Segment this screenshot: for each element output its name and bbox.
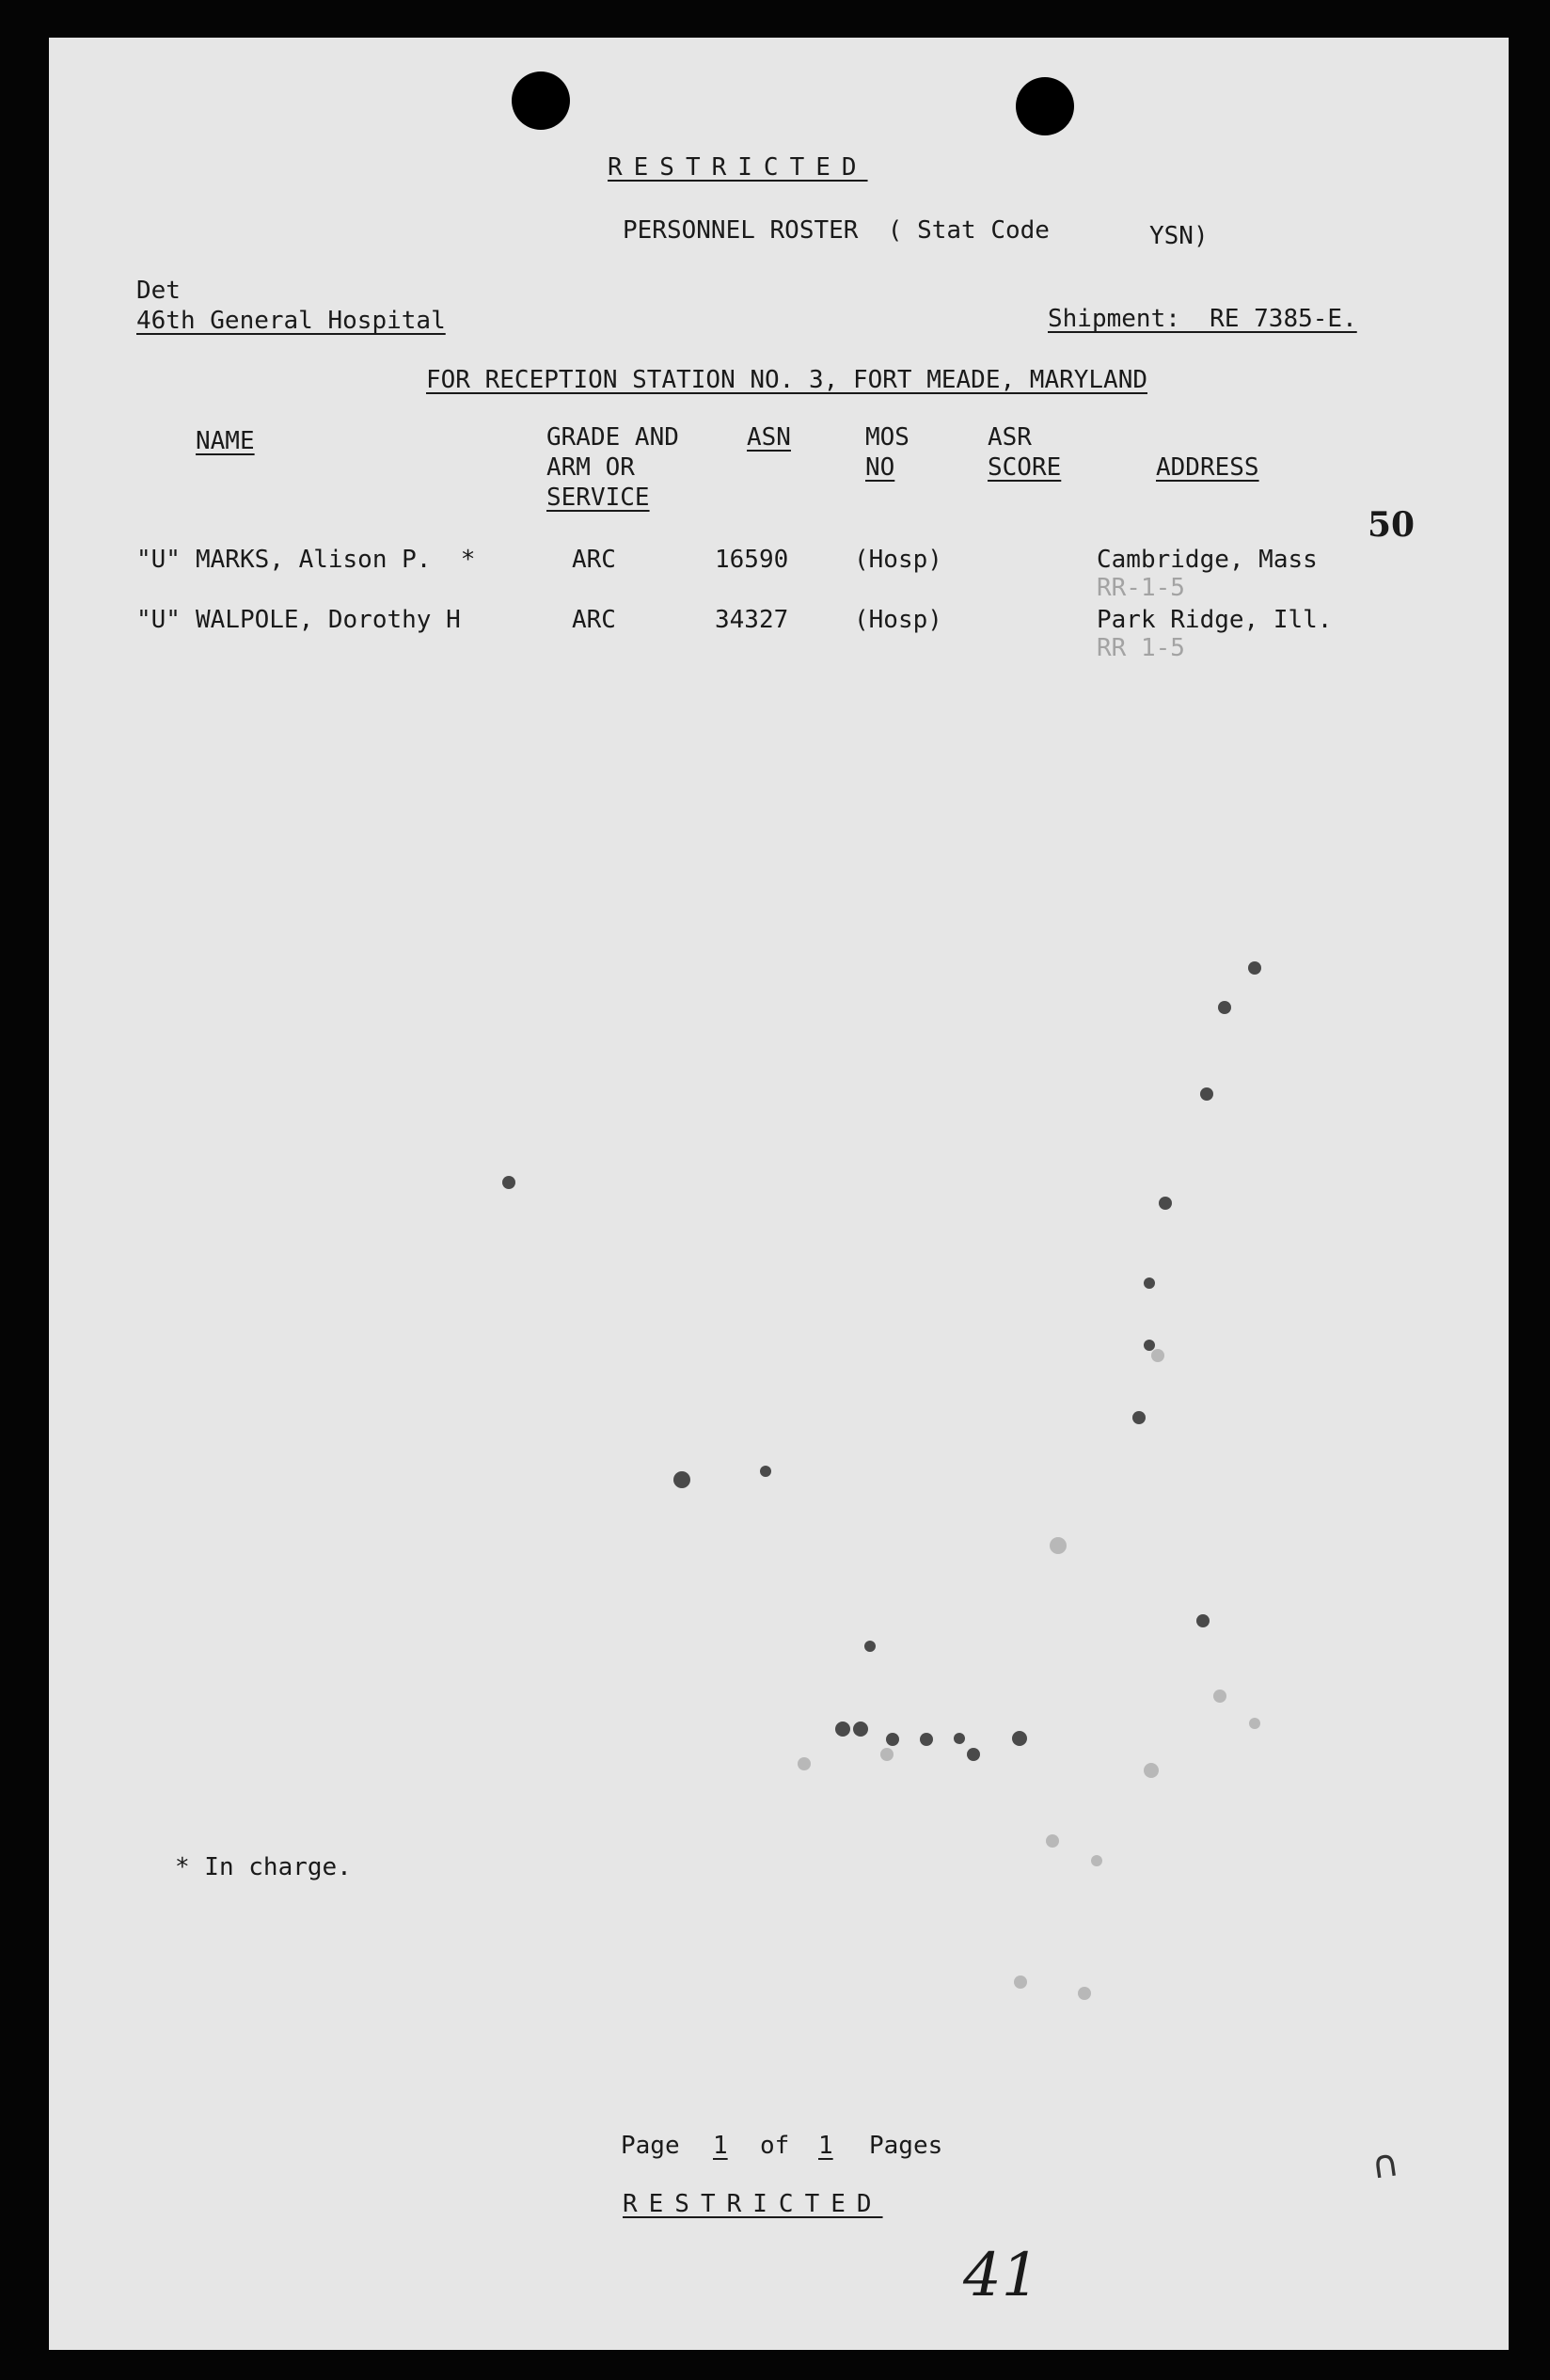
speck (1218, 1001, 1231, 1014)
shipment-number: Shipment: RE 7385-E. (1048, 305, 1357, 333)
row-grade: ARC (572, 606, 616, 634)
column-asn: ASN (747, 423, 791, 452)
speck (798, 1757, 811, 1770)
speck (1200, 1087, 1213, 1101)
row-mos: (Hosp) (854, 606, 942, 634)
column-grade-2: ARM OR (546, 453, 635, 482)
speck (853, 1722, 868, 1737)
pencil-mark: ∩ (1368, 2141, 1402, 2188)
row-note: RR-1-5 (1097, 574, 1185, 602)
speck (886, 1733, 899, 1746)
row-prefix: "U" (136, 546, 181, 574)
page-label: Page (621, 2132, 680, 2160)
speck (835, 1722, 850, 1737)
row-asn: 16590 (715, 546, 789, 574)
speck (1012, 1731, 1027, 1746)
column-address: ADDRESS (1156, 453, 1259, 482)
row-address: Park Ridge, Ill. (1097, 606, 1333, 634)
speck (864, 1641, 876, 1652)
column-grade-3: SERVICE (546, 484, 650, 512)
row-name: WALPOLE, Dorothy H (196, 606, 461, 634)
destination: FOR RECEPTION STATION NO. 3, FORT MEADE, MARYLAND (426, 366, 1148, 394)
page-count-stamp: 50 (1368, 505, 1416, 545)
speck (1248, 961, 1261, 975)
footnote: * In charge. (175, 1853, 352, 1881)
unit-name: 46th General Hospital (136, 307, 446, 335)
stat-code: YSN) (1149, 222, 1209, 250)
speck (1196, 1614, 1210, 1627)
speck (1159, 1197, 1172, 1210)
punch-hole-right (1016, 77, 1074, 135)
speck (920, 1733, 933, 1746)
column-mos-1: MOS (865, 423, 909, 452)
classification-footer: RESTRICTED (623, 2190, 883, 2218)
speck (673, 1471, 690, 1488)
speck (880, 1748, 894, 1761)
row-asn: 34327 (715, 606, 789, 634)
speck (954, 1733, 965, 1744)
speck (1144, 1277, 1155, 1289)
column-asr-2: SCORE (988, 453, 1062, 482)
handwritten-page-number: 41 (963, 2241, 1040, 2310)
roster-title: PERSONNEL ROSTER ( Stat Code (623, 216, 1050, 245)
punch-hole-left (512, 71, 570, 130)
speck (1050, 1537, 1067, 1554)
speck (1078, 1987, 1091, 2000)
page-number: 1 (713, 2132, 728, 2160)
speck (1249, 1718, 1260, 1729)
row-prefix: "U" (136, 606, 181, 634)
column-asr-1: ASR (988, 423, 1032, 452)
page-total: 1 (818, 2132, 833, 2160)
pages-label: Pages (869, 2132, 943, 2160)
row-note: RR 1-5 (1097, 634, 1185, 662)
document-page (49, 38, 1509, 2350)
speck (1132, 1411, 1146, 1424)
speck (967, 1748, 980, 1761)
unit-label: Det (136, 277, 181, 305)
speck (502, 1176, 515, 1189)
classification-header: RESTRICTED (608, 153, 868, 182)
row-mos: (Hosp) (854, 546, 942, 574)
speck (1144, 1763, 1159, 1778)
column-mos-2: NO (865, 453, 895, 482)
row-name: MARKS, Alison P. * (196, 546, 476, 574)
row-grade: ARC (572, 546, 616, 574)
speck (760, 1466, 771, 1477)
speck (1014, 1975, 1027, 1989)
speck (1091, 1855, 1102, 1866)
speck (1213, 1690, 1226, 1703)
column-grade-1: GRADE AND (546, 423, 679, 452)
speck (1046, 1834, 1059, 1848)
row-address: Cambridge, Mass (1097, 546, 1318, 574)
column-name: NAME (196, 427, 255, 455)
speck (1151, 1349, 1164, 1362)
of-label: of (760, 2132, 790, 2160)
